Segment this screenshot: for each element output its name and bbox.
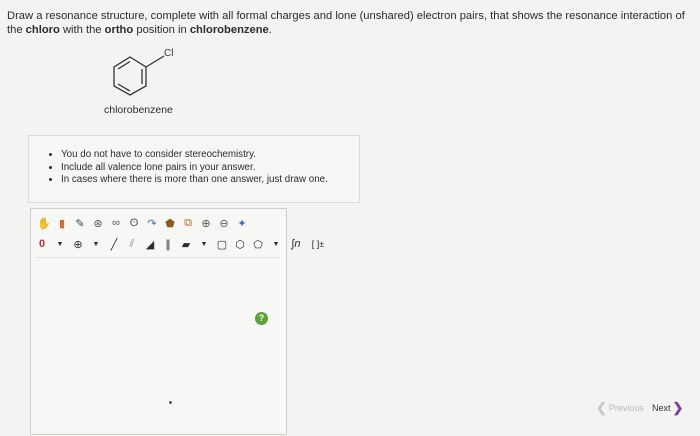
question-part: . [268,24,272,36]
help-icon[interactable]: ? [255,312,268,325]
molecule-name: chlorobenzene [104,104,173,116]
bold-bond-icon[interactable]: ▰ [181,238,191,251]
question-bold-chloro: chloro [25,24,60,36]
canvas-dot [169,401,172,404]
question-part: with the [59,24,105,36]
question-text [7,9,697,37]
toolbar-row-2 [35,235,327,253]
template-icon[interactable]: ⬟ [165,217,175,230]
question-part: position in [133,24,190,36]
lasso-icon[interactable]: ʘ [129,217,139,229]
chevron-down-icon[interactable]: ▼ [92,240,100,248]
wedge-bond-icon[interactable]: ◢ [145,238,155,251]
drawing-editor [30,208,325,435]
arrow-icon[interactable]: ↷ [147,217,157,230]
question-bold-chlorobenzene: chlorobenzene [189,24,269,36]
zoom-out-icon[interactable]: ⊖ [219,217,229,230]
benzene-ring [114,57,146,95]
benzene-icon[interactable]: ⬡ [235,238,245,251]
function-button[interactable]: ∫n [291,238,301,250]
chevron-left-icon: ❮ [596,400,607,415]
eraser-icon[interactable]: ▮ [58,217,66,230]
instruction-item: • Include all valence lone pairs in your answer. [61,162,359,175]
zoom-in-icon[interactable]: ⊕ [201,217,211,230]
clean-icon[interactable]: ✦ [237,217,247,230]
previous-label: Previous [608,403,644,413]
cyclopropane-icon[interactable]: ▢ [216,238,228,251]
toolbar-row-1 [37,213,249,233]
previous-button[interactable] [596,400,644,416]
question-bold-ortho: ortho [104,24,134,36]
c-cl-bond [146,56,164,67]
chevron-down-icon[interactable]: ▼ [200,240,208,248]
chevron-right-icon: ❯ [672,400,684,415]
plus-charge-icon[interactable]: ⊕ [73,238,83,251]
single-bond-icon[interactable]: ╱ [110,238,118,251]
instruction-item: • You do not have to consider stereochemistry. [61,149,359,162]
cyclopentane-icon[interactable]: ⬠ [253,238,263,251]
next-label: Next [652,403,671,413]
bracket-button[interactable]: [ ]± [311,239,325,249]
chevron-down-icon[interactable]: ▼ [272,240,280,248]
ring-expand-icon[interactable]: ⊛ [93,217,103,230]
hand-icon[interactable]: ✋ [37,217,51,230]
copy-icon[interactable]: ⧉ [184,216,192,229]
question-part: Draw a resonance structure, complete with all formal charges and lone (unshared) electron pairs, that shows the resonance interaction of the [7,10,685,36]
instructions-box [28,135,360,203]
chevron-down-icon[interactable]: ▼ [56,240,64,248]
hash-bond-icon[interactable]: ⫽ [129,237,135,250]
instruction-item: • In cases where there is more than one answer, just draw one. [61,174,359,187]
chain-icon[interactable]: ∞ [112,217,120,229]
pen-icon[interactable]: ✎ [75,217,85,230]
next-button[interactable] [652,400,683,416]
charge-selector[interactable]: 0 [38,238,46,250]
double-bond-icon[interactable]: ∥ [165,238,171,251]
drawing-canvas[interactable] [36,257,280,430]
chlorine-label: Cl [164,48,174,59]
